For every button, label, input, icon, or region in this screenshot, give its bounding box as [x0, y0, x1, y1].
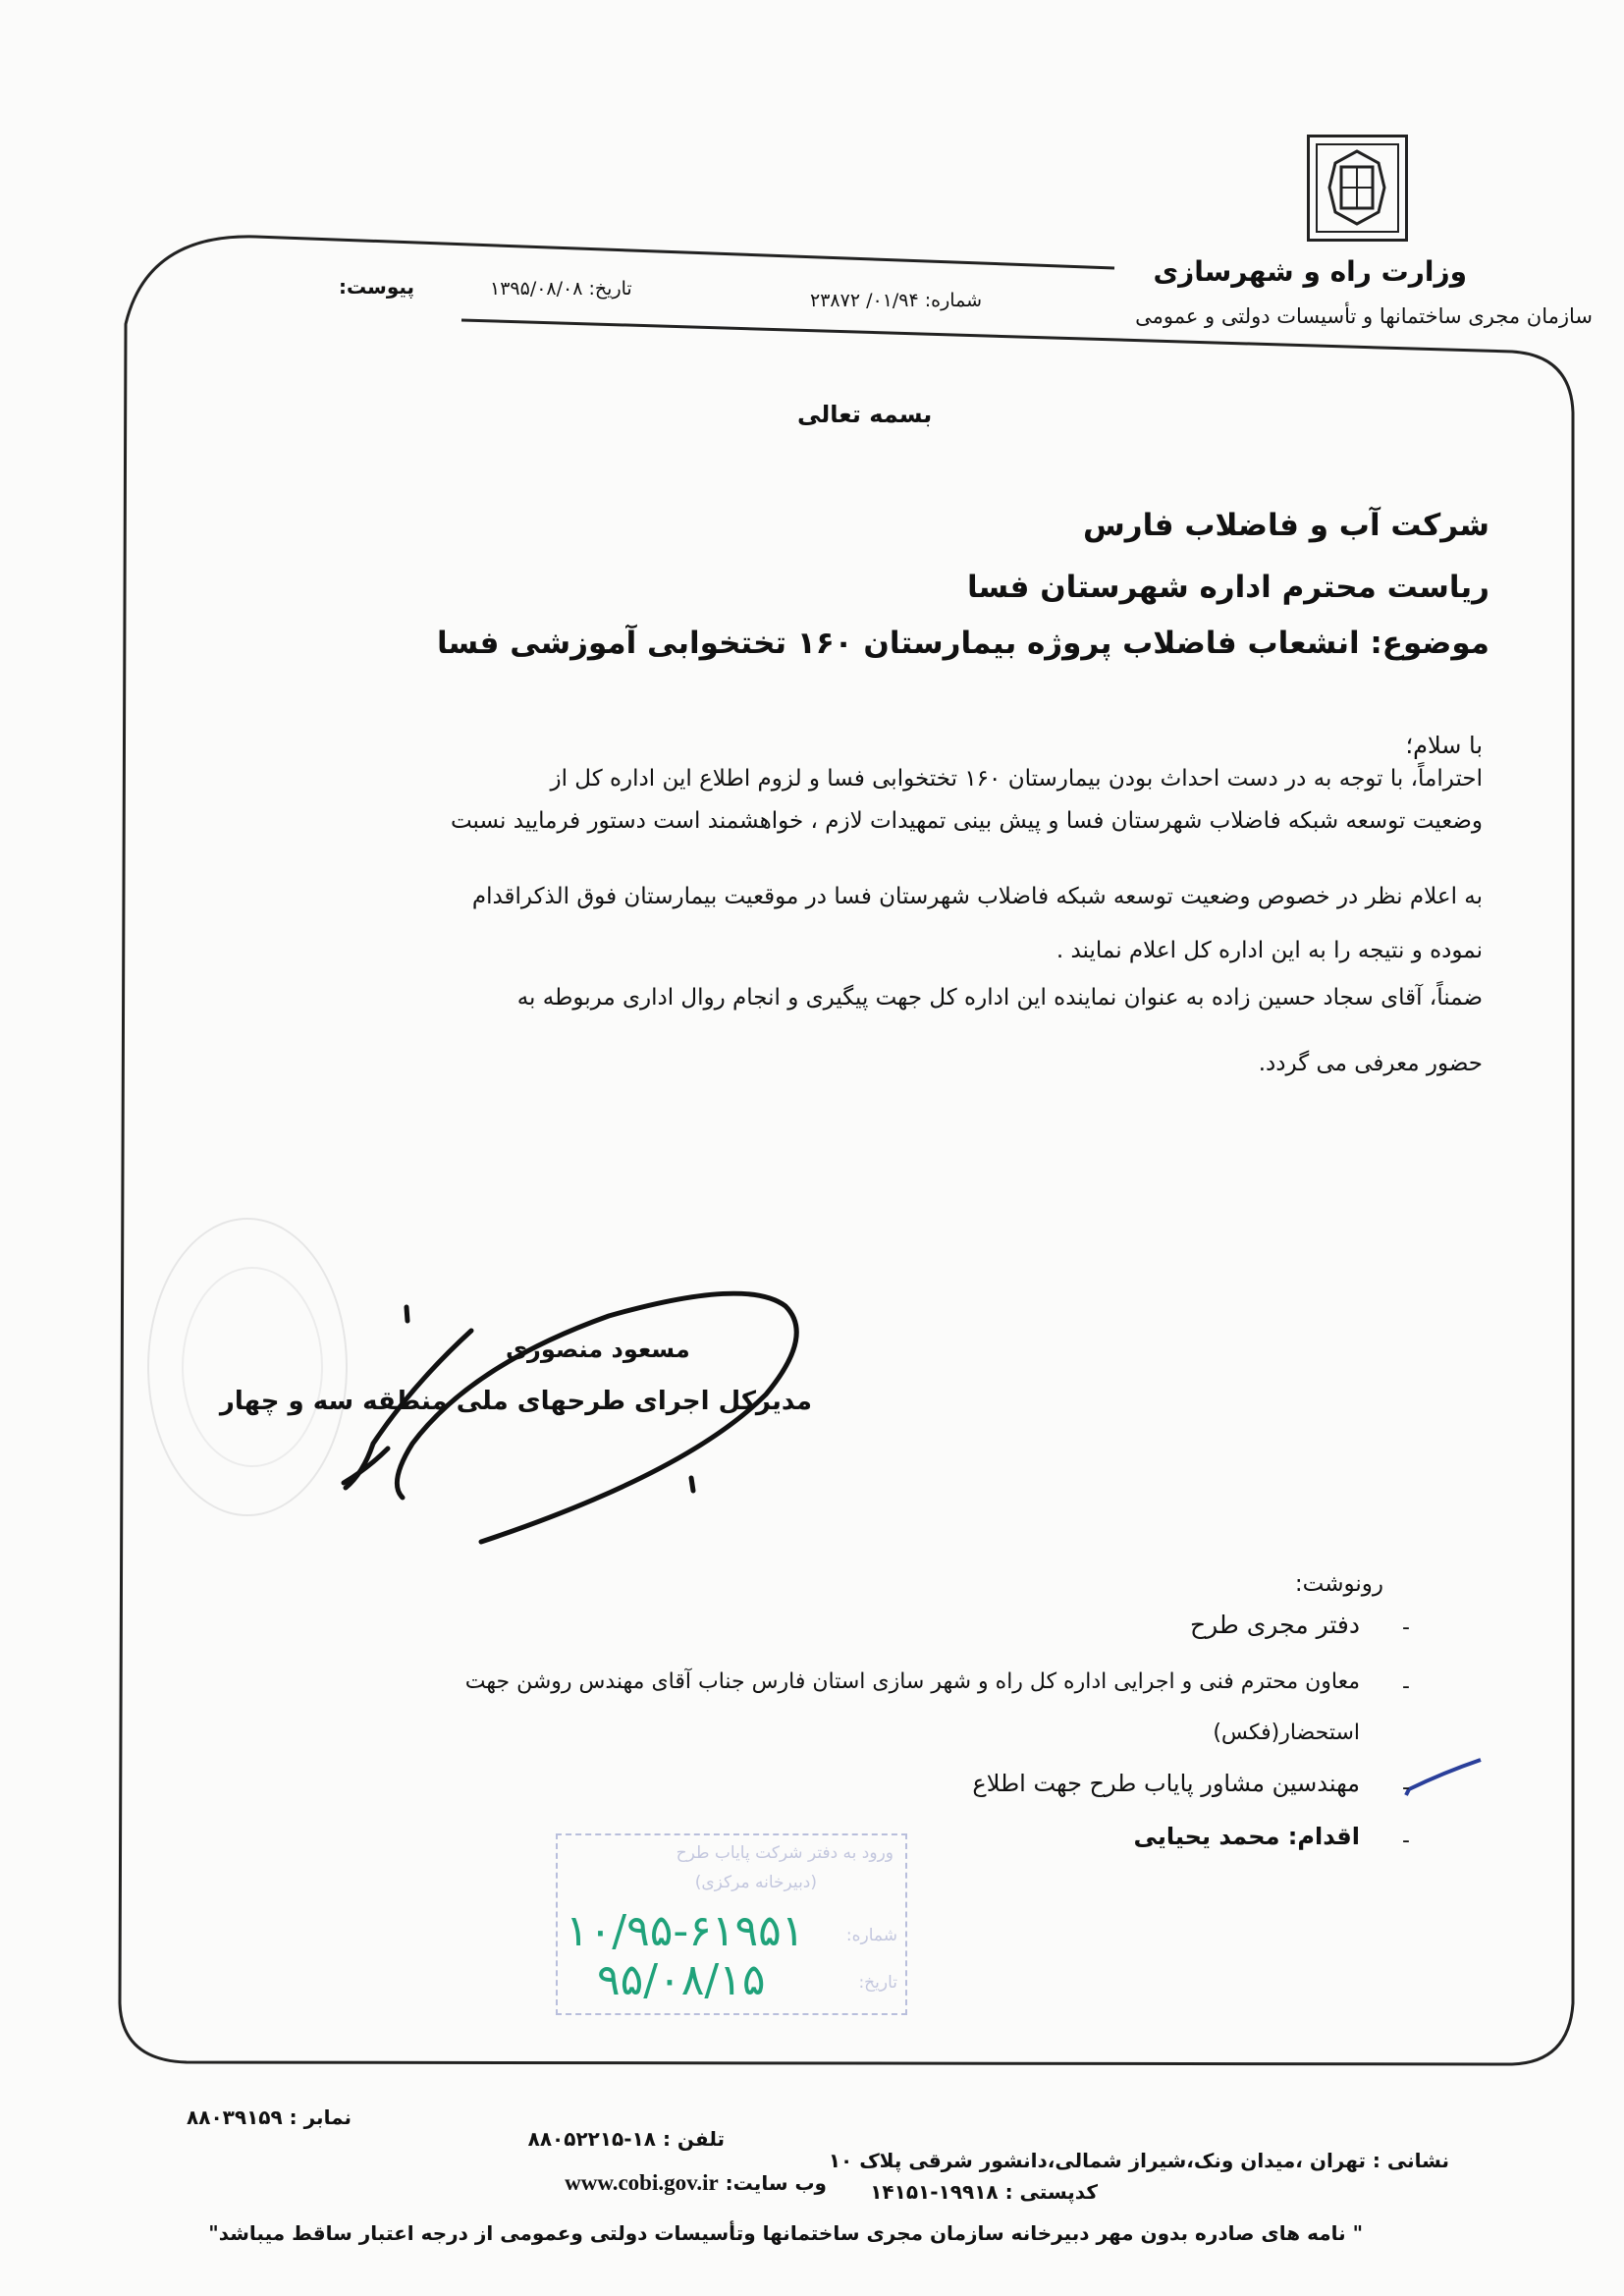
signature [344, 1293, 796, 1542]
stamp-subtitle: (دبیرخانه مرکزی) [694, 1873, 817, 1892]
signer-name: مسعود منصوری [506, 1336, 690, 1363]
footer-address: نشانی : تهران ،میدان ونک،شیراز شمالی،دانشور شرقی پلاک ۱۰ [828, 2149, 1449, 2172]
body-line: احتراماً، با توجه به در دست احداث بودن بیمارستان ۱۶۰ تختخوابی فسا و لزوم اطلاع این اداره کل از [550, 766, 1483, 792]
cc-bullet: - [1402, 1829, 1410, 1853]
cc-bullet: - [1402, 1674, 1410, 1699]
letter-date [490, 278, 632, 300]
letter-number [810, 290, 982, 311]
website-link[interactable]: www.cobi.gov.ir [565, 2170, 719, 2195]
footer-fax: نمابر : ۸۸۰۳۹۱۵۹ [187, 2105, 352, 2129]
recipient-company: شرکت آب و فاضلاب فارس [1083, 508, 1489, 543]
footer-postal-code: کدپستی : ۱۹۹۱۸-۱۴۱۵۱ [870, 2180, 1098, 2204]
subject: موضوع: انشعاب فاضلاب پروژه بیمارستان ۱۶۰ تختخوابی آموزشی فسا [436, 626, 1489, 661]
organization-name: سازمان مجری ساختمانها و تأسیسات دولتی و عمومی [1135, 304, 1593, 328]
website-label: وب سایت: [725, 2171, 827, 2195]
footer-disclaimer: " نامه های صادره بدون مهر دبیرخانه سازمان مجری ساختمانها وتأسیسات دولتی وعمومی از درجه اعتبار ساقط میباشد" [208, 2221, 1363, 2245]
cc-item: معاون محترم فنی و اجرایی اداره کل راه و شهر سازی استان فارس جناب آقای مهندس روشن جهت [464, 1669, 1360, 1694]
checkmark-icon [1406, 1760, 1481, 1795]
signer-title: مدیرکل اجرای طرحهای ملی منطقه سه و چهار [219, 1387, 812, 1416]
cc-item: دفتر مجری طرح [1189, 1611, 1360, 1639]
stamp-number-value: ۱۰/۹۵-۶۱۹۵۱ [566, 1906, 805, 1956]
ministry-name: وزارت راه و شهرسازی [1153, 255, 1467, 288]
invocation: بسمه تعالی [797, 401, 933, 428]
body-line: نموده و نتیجه را به این اداره کل اعلام نمایند . [1056, 938, 1483, 963]
cc-item: مهندسین مشاور پایاب طرح جهت اطلاع [972, 1770, 1360, 1797]
body-line: حضور معرفی می گردد. [1258, 1051, 1483, 1076]
footer-website [565, 2170, 827, 2196]
footer-phone: تلفن : ۱۸-۸۸۰۵۲۲۱۵ [527, 2127, 725, 2151]
cc-label: رونوشت: [1294, 1571, 1383, 1597]
cc-bullet: - [1402, 1615, 1410, 1640]
recipient-office: ریاست محترم اداره شهرستان فسا [966, 570, 1489, 605]
cc-bullet: - [1402, 1776, 1410, 1800]
date-value: ۱۳۹۵/۰۸/۰۸ [490, 278, 583, 300]
stamp-date-value: ۹۵/۰۸/۱۵ [597, 1955, 766, 2005]
attachment-label: پیوست: [339, 275, 415, 299]
number-value: ۰۱/۹۴/ ۲۳۸۷۲ [810, 290, 919, 311]
body-line: وضعیت توسعه شبکه فاضلاب شهرستان فسا و پیش بینی تمهیدات لازم ، خواهشمند است دستور فرمایید نسبت [450, 808, 1483, 834]
receipt-stamp [556, 1833, 907, 2015]
faint-seal-inner [182, 1267, 323, 1467]
date-label: تاریخ: [588, 278, 632, 300]
number-label: شماره: [924, 290, 982, 311]
body-line: به اعلام نظر در خصوص وضعیت توسعه شبکه فاضلاب شهرستان فسا در موقعیت بیمارستان فوق الذکراقدام [471, 884, 1483, 909]
cc-item: اقدام: محمد یحیایی [1133, 1823, 1360, 1850]
stamp-date-label: تاریخ: [858, 1973, 897, 1993]
body-line: ضمناً، آقای سجاد حسین زاده به عنوان نماینده این اداره کل جهت پیگیری و انجام روال اداری مربوطه به [516, 985, 1483, 1011]
ministry-logo [1307, 135, 1408, 242]
stamp-number-label: شماره: [845, 1926, 897, 1945]
stamp-title: ورود به دفتر شرکت پایاب طرح [676, 1843, 893, 1863]
cc-item: استحضار(فکس) [1213, 1721, 1360, 1745]
greeting: با سلام؛ [1405, 732, 1483, 759]
